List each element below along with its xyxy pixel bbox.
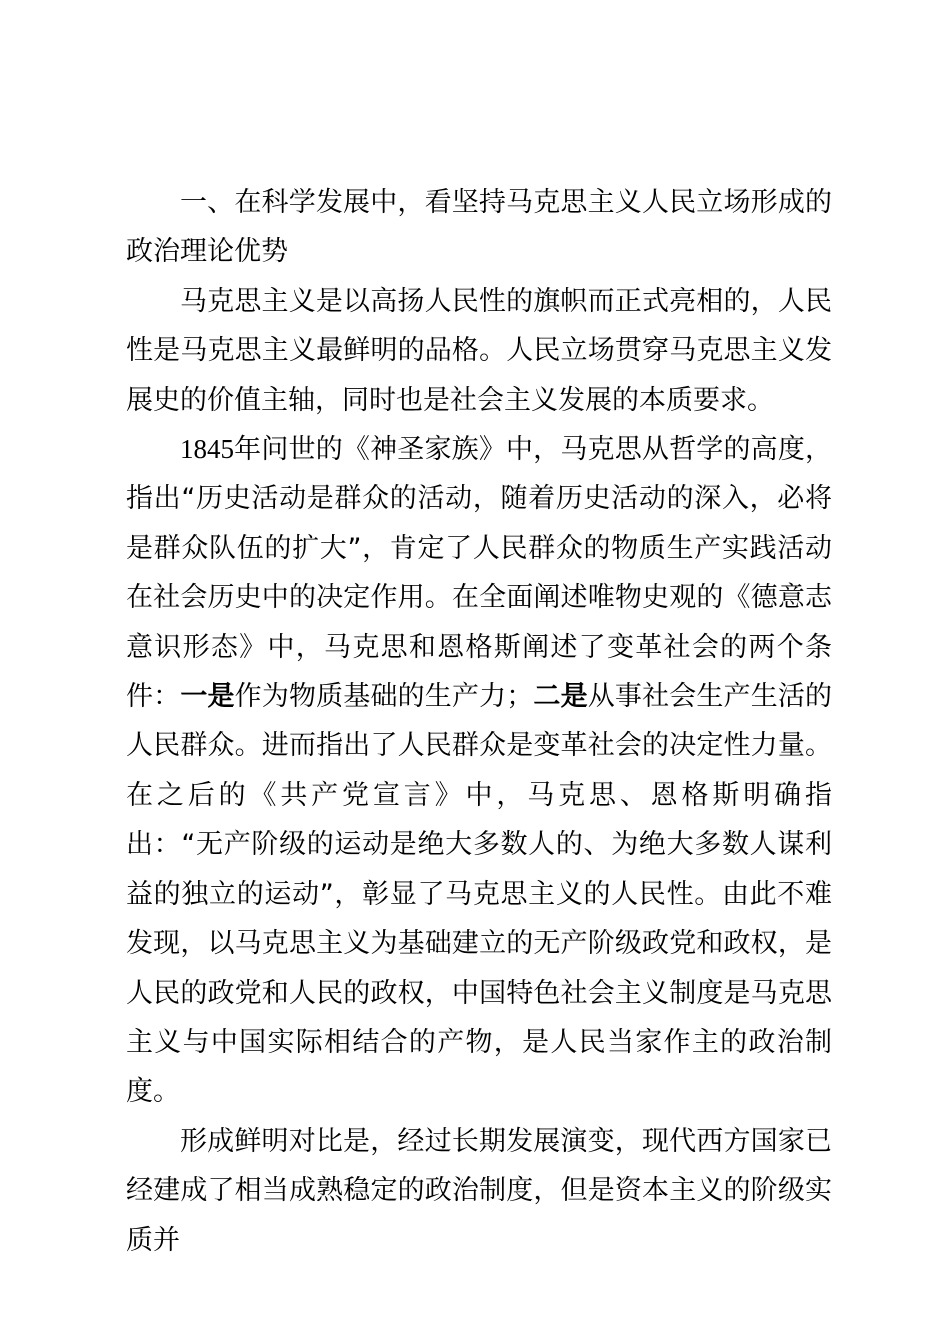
paragraph-western-contrast: 形成鲜明对比是，经过长期发展演变，现代西方国家已经建成了相当成熟稳定的政治制度，但是资本主义的阶级实质并 bbox=[126, 1125, 832, 1256]
section-heading: 一、在科学发展中，看坚持马克思主义人民立场形成的政治理论优势 bbox=[126, 187, 832, 268]
paragraph-text-part-1: 年问世的《神圣家族》中，马克思从哲学的高度，指出“历史活动是群众的活动，随着历史活动的深入，必将是群众队伍的扩大”，肯定了人民群众的物质生产实践活动在社会历史中的决定作用。在全面阐述唯物史观的《德意志意识形态》中，马克思和恩格斯阐述了变革社会的两个条件： bbox=[126, 434, 832, 713]
paragraph-people-character: 马克思主义是以高扬人民性的旗帜而正式亮相的，人民性是马克思主义最鲜明的品格。人民立场贯穿马克思主义发展史的价值主轴，同时也是社会主义发展的本质要求。 bbox=[126, 285, 832, 416]
emphasis-second: 二是 bbox=[533, 681, 588, 713]
paragraph-historical-texts bbox=[126, 425, 832, 1117]
emphasis-first: 一是 bbox=[180, 681, 235, 713]
document-page bbox=[126, 178, 832, 1265]
paragraph-text-part-3: 从事社会生产生活的人民群众。进而指出了人民群众是变革社会的决定性力量。在之后的《共产党宣言》中，马克思、恩格斯明确指出：“无产阶级的运动是绝大多数人的、为绝大多数人谋利益的独立的运动”，彰显了马克思主义的人民性。由此不难发现，以马克思主义为基础建立的无产阶级政党和政权，是人民的政党和人民的政权，中国特色社会主义制度是马克思主义与中国实际相结合的产物，是人民当家作主的政治制度。 bbox=[126, 681, 833, 1108]
year-text: 1845 bbox=[180, 434, 234, 465]
paragraph-text-part-2: 作为物质基础的生产力； bbox=[234, 681, 534, 713]
